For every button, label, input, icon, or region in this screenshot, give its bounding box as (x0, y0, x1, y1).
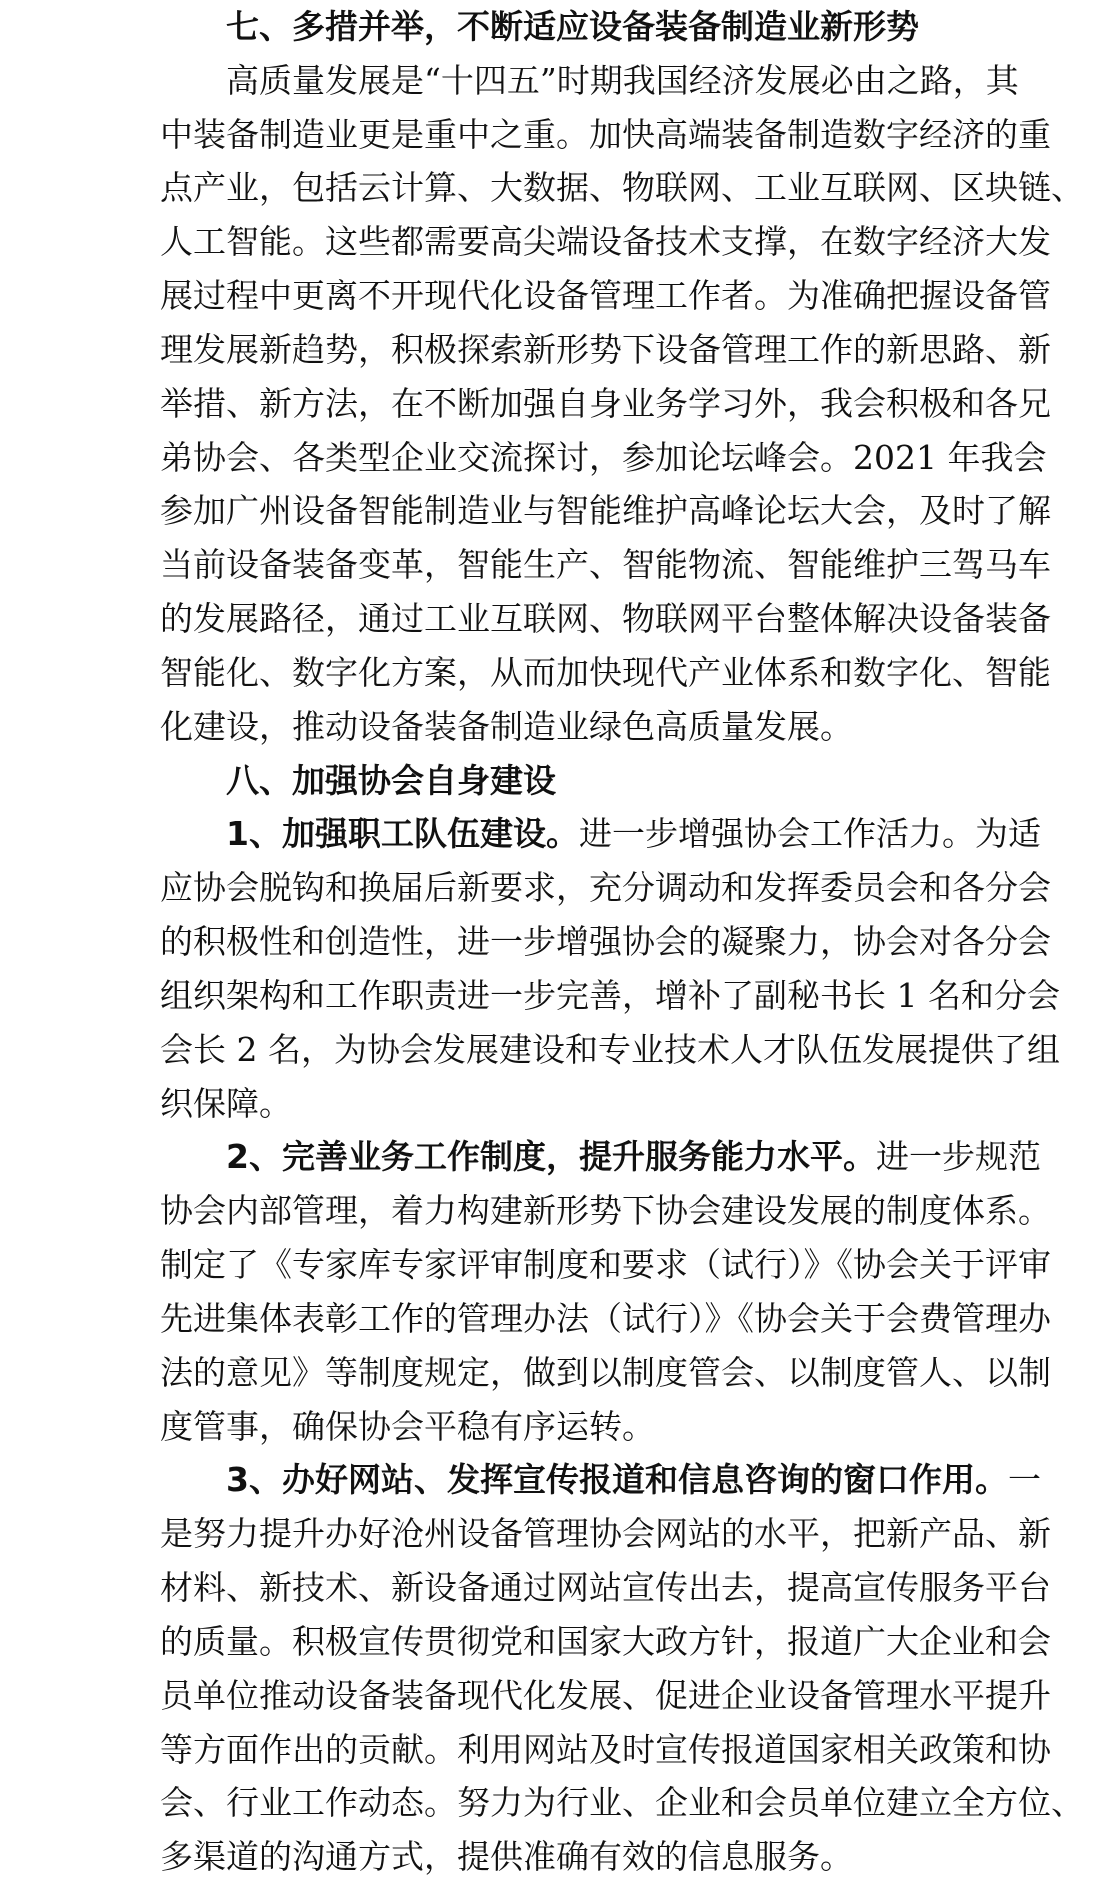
paragraph-line: 的发展路径，通过工业互联网、物联网平台整体解决设备装备 (160, 599, 1051, 639)
paragraph-line: 高质量发展是“十四五”时期我国经济发展必由之路，其 (226, 60, 1019, 100)
paragraph-line: 会长 2 名，为协会发展建设和专业技术人才队伍发展提供了组 (160, 1029, 1060, 1069)
paragraph-line: 先进集体表彰工作的管理办法（试行）》《协会关于会费管理办 (160, 1298, 1051, 1338)
paragraph-line: 组织架构和工作职责进一步完善，增补了副秘书长 1 名和分会 (160, 975, 1060, 1015)
paragraph-line (226, 807, 1041, 861)
paragraph-line: 参加广州设备智能制造业与智能维护高峰论坛大会，及时了解 (160, 491, 1051, 531)
item-lead-2: 2、完善业务工作制度，提升服务能力水平。 (226, 1137, 876, 1177)
section-heading-8: 八、加强协会自身建设 (226, 760, 556, 800)
paragraph-line: 展过程中更离不开现代化设备管理工作者。为准确把握设备管 (160, 276, 1051, 316)
paragraph-line: 化建设，推动设备装备制造业绿色高质量发展。 (160, 706, 853, 746)
item-lead-3: 3、办好网站、发挥宣传报道和信息咨询的窗口作用。 (226, 1460, 1008, 1500)
item-text-3: 一 (1007, 1460, 1041, 1500)
paragraph-line (226, 1130, 1041, 1184)
paragraph-line: 织保障。 (160, 1083, 292, 1123)
paragraph-line: 点产业，包括云计算、大数据、物联网、工业互联网、区块链、 (160, 168, 1084, 208)
paragraph-line: 多渠道的沟通方式，提供准确有效的信息服务。 (160, 1837, 853, 1877)
paragraph-line: 是努力提升办好沧州设备管理协会网站的水平，把新产品、新 (160, 1514, 1051, 1554)
paragraph-line: 法的意见》等制度规定，做到以制度管会、以制度管人、以制 (160, 1352, 1051, 1392)
paragraph-line: 的质量。积极宣传贯彻党和国家大政方针，报道广大企业和会 (160, 1621, 1051, 1661)
paragraph-line: 制定了《专家库专家评审制度和要求（试行）》《协会关于评审 (160, 1245, 1051, 1285)
item-lead-1: 1、加强职工队伍建设。 (226, 814, 579, 854)
paragraph-line (226, 1453, 1041, 1507)
paragraph-line: 材料、新技术、新设备通过网站宣传出去，提高宣传服务平台 (160, 1568, 1051, 1608)
item-text-2: 进一步规范 (875, 1137, 1041, 1177)
paragraph-line: 员单位推动设备装备现代化发展、促进企业设备管理水平提升 (160, 1675, 1051, 1715)
paragraph-line: 会、行业工作动态。努力为行业、企业和会员单位建立全方位、 (160, 1783, 1084, 1823)
paragraph-line: 度管事，确保协会平稳有序运转。 (160, 1406, 655, 1446)
paragraph-line: 人工智能。这些都需要高尖端设备技术支撑，在数字经济大发 (160, 222, 1051, 262)
paragraph-line: 应协会脱钩和换届后新要求，充分调动和发挥委员会和各分会 (160, 868, 1051, 908)
paragraph-line: 理发展新趋势，积极探索新形势下设备管理工作的新思路、新 (160, 329, 1051, 369)
paragraph-line: 智能化、数字化方案，从而加快现代产业体系和数字化、智能 (160, 652, 1051, 692)
section-heading-7: 七、多措并举，不断适应设备装备制造业新形势 (226, 7, 919, 46)
paragraph-line: 中装备制造业更是重中之重。加快高端装备制造数字经济的重 (160, 114, 1051, 154)
paragraph-line: 的积极性和创造性，进一步增强协会的凝聚力，协会对各分会 (160, 922, 1051, 962)
paragraph-line: 协会内部管理，着力构建新形势下协会建设发展的制度体系。 (160, 1191, 1051, 1231)
paragraph-line: 当前设备装备变革，智能生产、智能物流、智能维护三驾马车 (160, 545, 1051, 585)
item-text-1: 进一步增强协会工作活力。为适 (578, 814, 1041, 854)
paragraph-line: 举措、新方法，在不断加强自身业务学习外，我会积极和各兄 (160, 383, 1051, 423)
paragraph-line: 弟协会、各类型企业交流探讨，参加论坛峰会。2021 年我会 (160, 437, 1047, 477)
paragraph-line: 等方面作出的贡献。利用网站及时宣传报道国家相关政策和协 (160, 1729, 1051, 1769)
